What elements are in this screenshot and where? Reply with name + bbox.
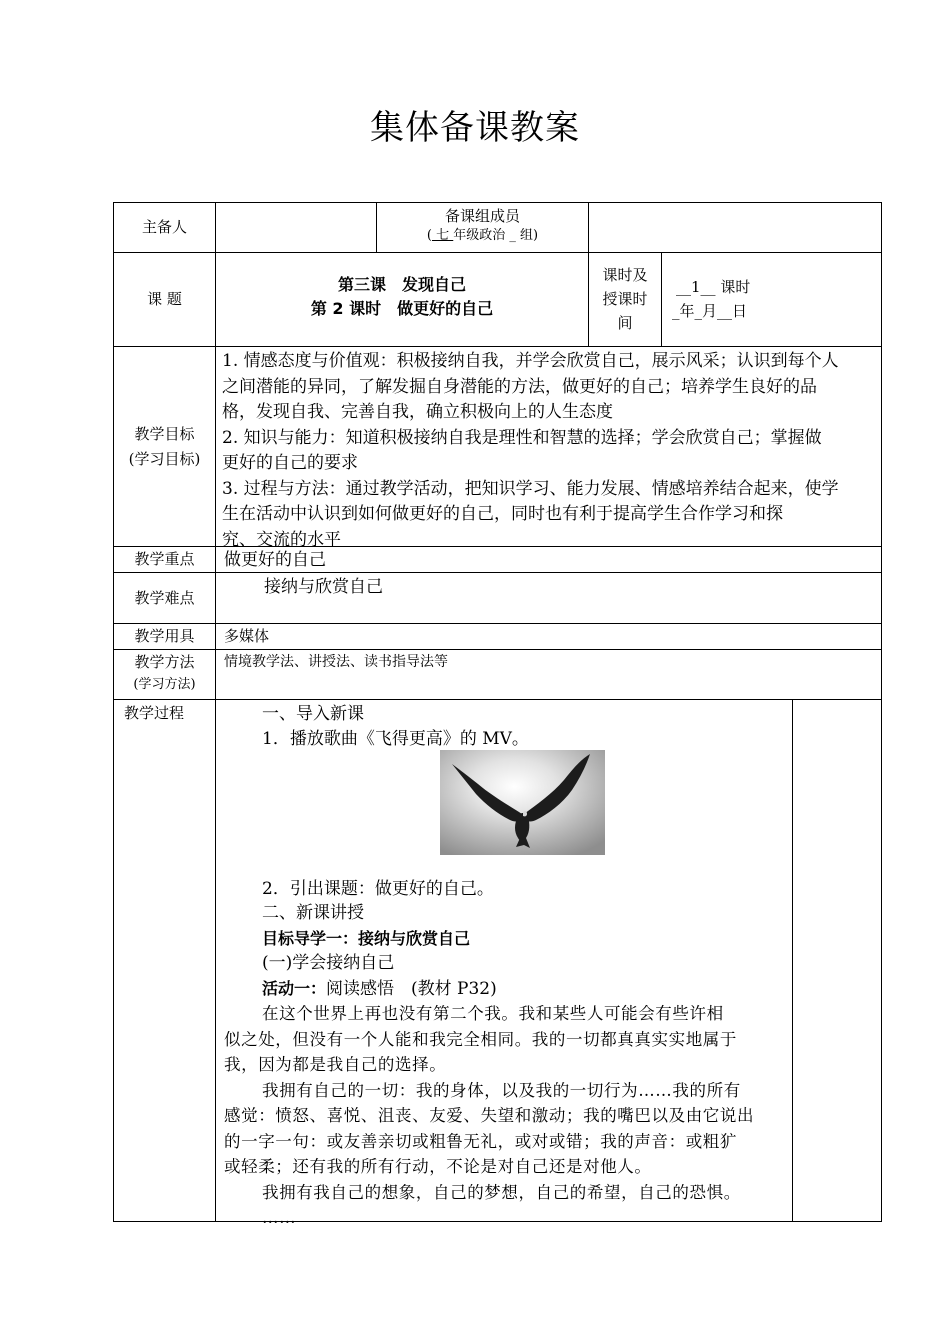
column-divider — [215, 203, 216, 1221]
activity-one-title: 阅读感悟 (教材 P32) — [326, 979, 497, 999]
group-members-cell — [377, 203, 588, 252]
time-label — [589, 253, 661, 346]
hours-line — [676, 275, 881, 299]
tools-value: 多媒体 — [224, 627, 270, 645]
group-members-label: 备课组成员 — [444, 207, 520, 225]
objective-line: 2. 知识与能力：知道积极接纳自我是理性和智慧的选择；学会欣赏自己；掌握做 — [222, 427, 822, 448]
process-label: 教学过程 — [124, 704, 185, 722]
objective-line: 更好的自己的要求 — [222, 453, 358, 473]
passage-line: 感觉：愤怒、喜悦、沮丧、友爱、失望和激动；我的嘴巴以及由它说出 — [224, 1106, 755, 1125]
topic-value — [216, 253, 588, 346]
methods-label-2: (学习方法) — [133, 677, 196, 692]
objective-line: 生在活动中认识到如何做更好的自己，同时也有利于提高学生合作学习和探 — [222, 504, 783, 524]
row-divider — [114, 346, 881, 347]
section-intro: 一、导入新课 — [262, 704, 364, 724]
group-members-sub — [377, 226, 588, 246]
focus-value: 做更好的自己 — [224, 550, 326, 570]
passage-line: 我，因为都是我自己的选择。 — [224, 1055, 447, 1074]
row-divider — [114, 572, 881, 573]
objective-line: 格，发现自我、完善自我，确立积极向上的人生态度 — [222, 402, 613, 422]
passage-line: 我拥有我自己的想象，自己的梦想，自己的希望，自己的恐惧。 — [262, 1182, 741, 1202]
objectives-label-1: 教学目标 — [134, 424, 195, 443]
group-sub-text: 年级政治 _ 组) — [453, 228, 539, 243]
target-guide-one: 目标导学一：接纳与欣赏自己 — [262, 929, 471, 948]
hours-unit: 课时 — [720, 278, 751, 296]
time-label-line: 授课时 — [602, 290, 648, 308]
preparer-label: 主备人 — [141, 218, 187, 236]
reading-passage — [224, 1001, 790, 1231]
passage-line: 我拥有自己的一切：我的身体，以及我的一切行为……我的所有 — [262, 1080, 741, 1100]
methods-value: 情境教学法、讲授法、读书指导法等 — [224, 654, 448, 670]
objective-line: 究、交流的水平 — [222, 529, 341, 550]
step-play-mv: 1．播放歌曲《飞得更高》的 MV。 — [262, 729, 529, 749]
activity-one-label: 活动一： — [262, 979, 327, 998]
time-value — [662, 253, 881, 346]
objectives-label-2: (学习目标) — [128, 449, 201, 468]
lesson-plan-table — [113, 202, 882, 1227]
paren: ( — [426, 228, 432, 243]
passage-line: …… — [262, 1208, 297, 1227]
section-new-lesson: 二、新课讲授 — [262, 903, 364, 923]
page-title: 集体备课教案 — [370, 108, 580, 148]
topic-label: 课 题 — [147, 290, 182, 308]
difficulty-label: 教学难点 — [134, 588, 195, 607]
row-divider — [114, 699, 881, 700]
process-content — [222, 701, 790, 1227]
objectives-text — [222, 349, 878, 550]
eagle-image — [440, 750, 605, 855]
time-label-line: 间 — [617, 314, 633, 332]
group-members-value — [589, 203, 881, 252]
subsection-accept-self: (一)学会接纳自己 — [262, 953, 395, 973]
methods-label-1: 教学方法 — [134, 653, 195, 671]
passage-line: 似之处，但没有一个人能和我完全相同。我的一切都真真实实地属于 — [224, 1029, 737, 1049]
column-divider — [792, 699, 793, 1221]
passage-line: 在这个世界上再也没有第二个我。我和某些人可能会有些许相 — [262, 1004, 724, 1023]
topic-line-1: 第三课 发现自己 — [337, 275, 466, 294]
objective-line: 1. 情感态度与价值观：积极接纳自我，并学会欣赏自己，展示风采；认识到每个人 — [222, 351, 839, 371]
tools-label: 教学用具 — [134, 627, 195, 645]
activity-one — [262, 976, 497, 1002]
topic-line-2: 第 2 课时 做更好的自己 — [310, 299, 494, 318]
objective-line: 之间潜能的异同，了解发掘自身潜能的方法，做更好的自己；培养学生良好的品 — [222, 376, 817, 397]
focus-label: 教学重点 — [134, 550, 195, 568]
grade-value: 七 — [431, 228, 454, 243]
objectives-label — [114, 347, 215, 546]
passage-line: 的一字一句：或友善亲切或粗鲁无礼，或对或错；我的声音：或粗犷 — [224, 1131, 737, 1151]
step-intro-topic: 2．引出课题：做更好的自己。 — [262, 879, 494, 899]
difficulty-value: 接纳与欣赏自己 — [264, 577, 383, 597]
time-label-line: 课时及 — [602, 266, 648, 284]
preparer-value — [216, 203, 376, 252]
hours-number: __1__ — [676, 278, 716, 296]
methods-label — [114, 650, 215, 699]
date-line: _年_月__日 — [672, 302, 748, 320]
objective-line: 3. 过程与方法：通过教学活动，把知识学习、能力发展、情感培养结合起来，使学 — [222, 478, 839, 499]
passage-line: 或轻柔；还有我的所有行动，不论是对自己还是对他人。 — [224, 1157, 652, 1176]
